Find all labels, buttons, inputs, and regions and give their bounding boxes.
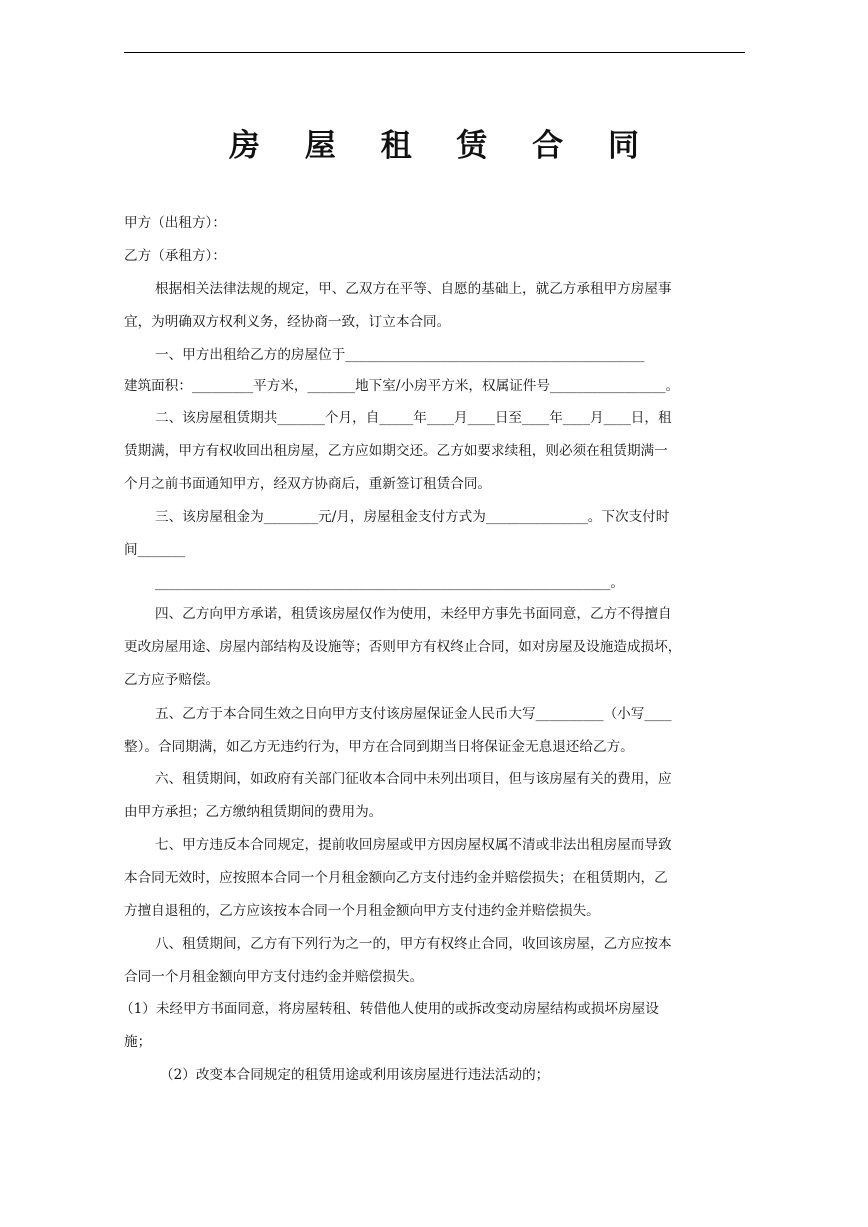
- clause-2-line-1: 二、该房屋租赁期共_______个月，自_____年____月____日至____年____月____日，租: [155, 410, 672, 426]
- clause-6-line-1: 六、租赁期间，如政府有关部门征收本合同中未列出项目，但与该房屋有关的费用，应: [155, 771, 672, 787]
- party-b-line: 乙方（承租方）：: [124, 248, 226, 264]
- intro-line-1: 根据相关法律法规的规定，甲、乙双方在平等、自愿的基础上，就乙方承租甲方房屋事: [155, 281, 672, 297]
- sub-item-1-line-2: 施；: [124, 1034, 152, 1050]
- clause-4-line-2: 更改房屋用途、房屋内部结构及设施等；否则甲方有权终止合同，如对房屋及设施造成损坏，: [124, 639, 682, 655]
- clause-8-line-1: 八、租赁期间，乙方有下列行为之一的，甲方有权终止合同，收回该房屋，乙方应按本: [155, 936, 672, 952]
- clause-6-line-2: 由甲方承担；乙方缴纳租赁期间的费用为。: [124, 804, 383, 820]
- clause-2-line-2: 赁期满，甲方有权收回出租房屋，乙方应如期交还。乙方如要求续租，则必须在租赁期满一: [124, 443, 668, 459]
- clause-1-line-1: 一、甲方出租给乙方的房屋位于____________________________________________: [155, 347, 645, 363]
- clause-5-line-2: 整）。合同期满，如乙方无违约行为，甲方在合同到期当日将保证金无息退还给乙方。: [124, 739, 634, 755]
- clause-3-line-3: ___________________________________________________________________。: [155, 575, 624, 591]
- clause-5-line-1: 五、乙方于本合同生效之日向甲方支付该房屋保证金人民币大写__________（小写____: [155, 706, 672, 722]
- intro-line-2: 宜，为明确双方权利义务，经协商一致，订立本合同。: [124, 314, 451, 330]
- clause-7-line-3: 方擅自退租的，乙方应该按本合同一个月租金额向甲方支付违约金并赔偿损失。: [124, 903, 600, 919]
- header-rule: [124, 52, 745, 53]
- sub-item-2-line-1: （2）改变本合同规定的租赁用途或利用该房屋进行违法活动的；: [160, 1067, 550, 1083]
- clause-8-line-2: 合同一个月租金额向甲方支付违约金并赔偿损失。: [124, 969, 424, 985]
- clause-1-line-2: 建筑面积：_________平方米，_______地下室/小房平方米，权属证件号_________________。: [124, 378, 680, 394]
- party-a-line: 甲方（出租方）：: [124, 215, 226, 231]
- clause-3-line-1: 三、该房屋租金为________元/月，房屋租金支付方式为_______________。下次支付时: [155, 509, 670, 525]
- clause-3-line-2: 间_______: [124, 542, 186, 558]
- document-title: 房 屋 租 赁 合 同: [229, 128, 656, 164]
- clause-7-line-1: 七、甲方违反本合同规定，提前收回房屋或甲方因房屋权属不清或非法出租房屋而导致: [155, 837, 672, 853]
- clause-4-line-3: 乙方应予赔偿。: [124, 672, 220, 688]
- sub-item-1-line-1: （1）未经甲方书面同意，将房屋转租、转借他人使用的或拆改变动房屋结构或损坏房屋设: [120, 1001, 659, 1017]
- clause-7-line-2: 本合同无效时，应按照本合同一个月租金额向乙方支付违约金并赔偿损失；在租赁期内，乙: [124, 870, 668, 886]
- clause-4-line-1: 四、乙方向甲方承诺，租赁该房屋仅作为使用，未经甲方事先书面同意，乙方不得擅自: [155, 606, 672, 622]
- clause-2-line-3: 个月之前书面通知甲方，经双方协商后，重新签订租赁合同。: [124, 476, 492, 492]
